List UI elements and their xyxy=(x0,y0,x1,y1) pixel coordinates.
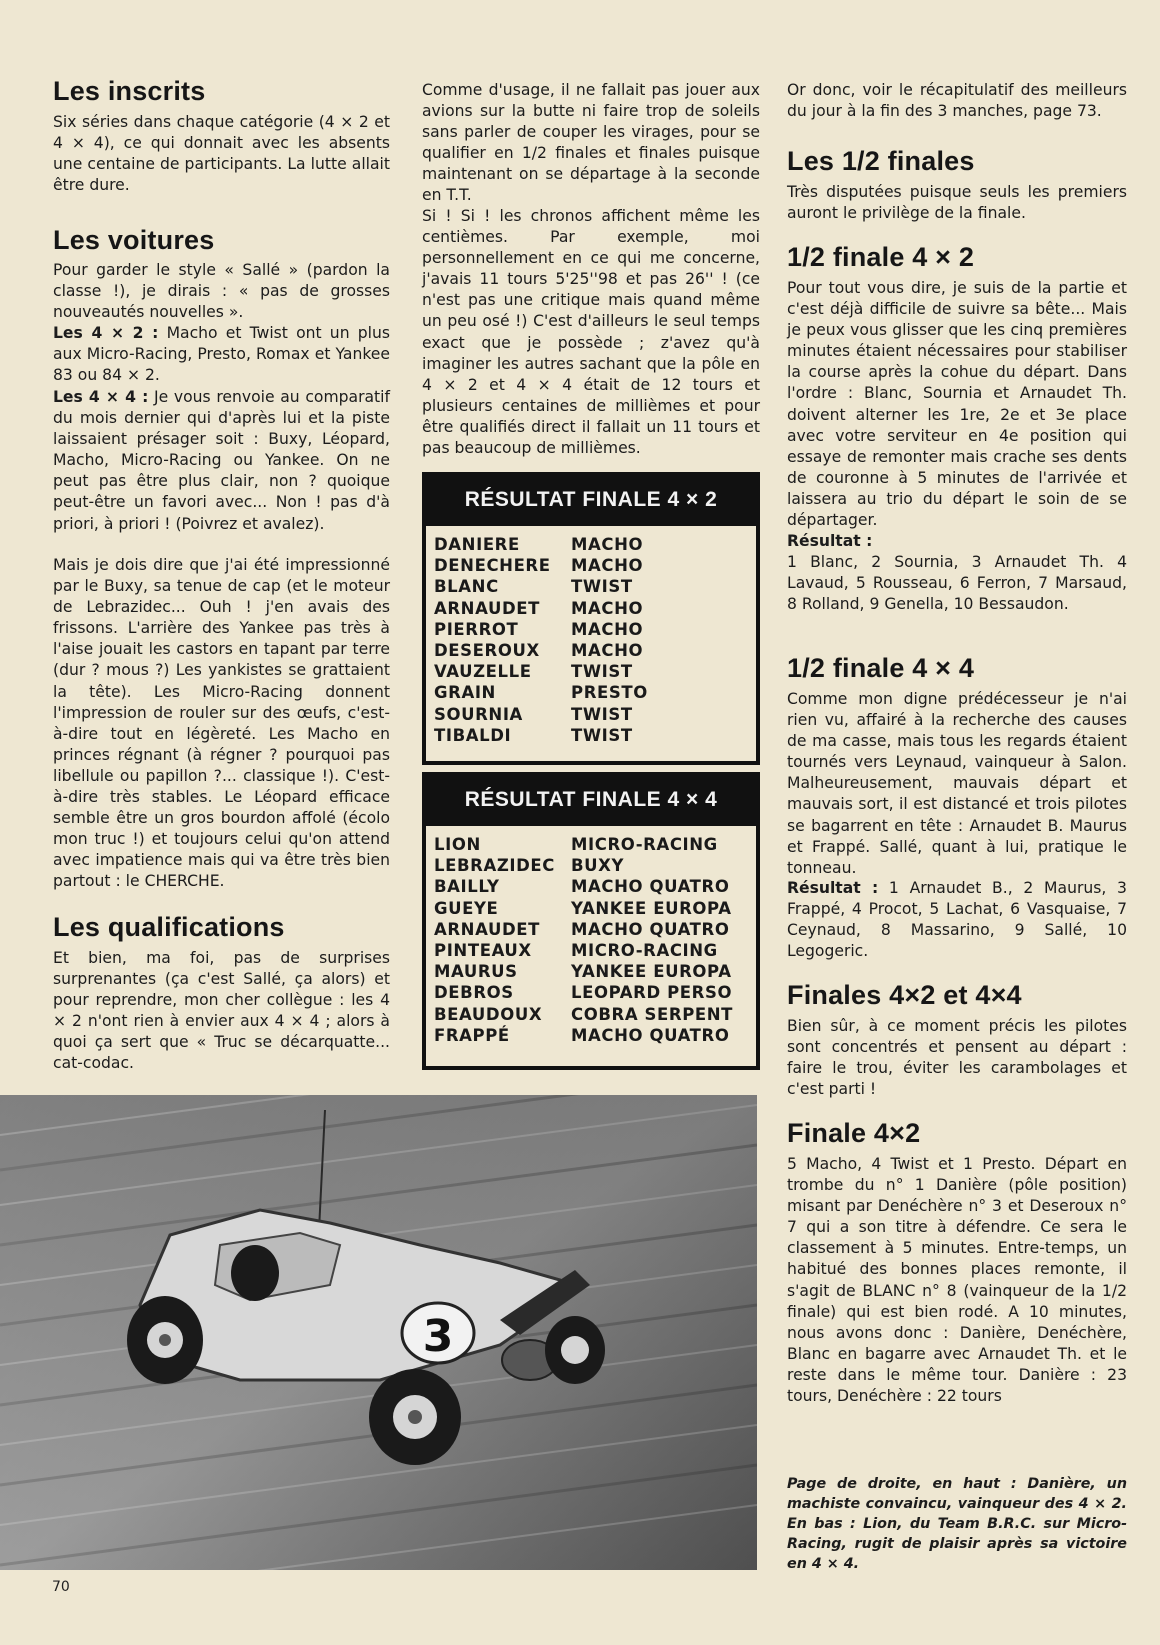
result-list-4x4 xyxy=(787,878,1127,962)
car-model: MACHO xyxy=(571,640,644,660)
result-box-title: RÉSULTAT FINALE 4 × 4 xyxy=(464,788,718,811)
result-row xyxy=(426,961,756,982)
driver-name: FRAPPÉ xyxy=(434,1025,510,1045)
paragraph-qualifications: Et bien, ma foi, pas de surprises surprenantes (ça c'est Sallé, ça alors) et pour reprendre, mon cher collègue : les 4 × 2 n'ont rien à envier aux 4 × 4 ; alors à quoi ça sert que « Truc se décarquatte... cat-codac. xyxy=(53,949,390,1073)
result-label: Résultat : xyxy=(787,532,873,550)
driver-name: LION xyxy=(434,835,481,854)
result-row xyxy=(426,555,756,576)
driver-name: SOURNIA xyxy=(434,704,523,724)
driver-name: BEAUDOUX xyxy=(434,1004,543,1024)
result-row xyxy=(426,1025,756,1046)
heading-demi-finales: Les 1/2 finales xyxy=(787,146,975,176)
result-row xyxy=(426,898,756,919)
result-box-title: RÉSULTAT FINALE 4 × 2 xyxy=(464,488,718,511)
paragraph-impressions: Mais je dois dire que j'ai été impressionné par le Buxy, sa tenue de cap (et le moteur de Lebrazidec... Ouh ! j'en avais des frissons. L'arrière des Yankee pas très à l'aise jouait les castors en tapant par terre (dur ? mous ?) Les yankistes se grattaient la tête). Les Micro-Racing donnent l'impression de rouler sur des œufs, c'est-à-dire tout en légèreté. Les Macho en princes régnant (à régner ? pourquoi pas libellule ou papillon ?... classique !). C'est-à-dire très stables. Le Léopard efficace semble être un gros bourdon affolé (écolo mon truc !) et toujours celui qu'on attend avec impatience mais qui va être très bien partout : le CHERCHE. xyxy=(53,556,390,891)
result-label-4x2 xyxy=(787,531,1127,552)
driver-name: ARNAUDET xyxy=(434,598,540,618)
result-box-finale-4x4 xyxy=(422,772,760,1070)
heading-demi-finale-4x4: 1/2 finale 4 × 4 xyxy=(787,653,975,683)
car-model: TWIST xyxy=(571,577,633,597)
paragraph-demi-finale-4x2: Pour tout vous dire, je suis de la partie et c'est déjà difficile de suivre sa bête... Mais je peux vous glisser que les cinq premières minutes étaient nécessaires pour stabiliser la course après la cohue du départ. Dans l'ordre : Blanc, Sournia et Arnaudet Th. doivent alterner les 1re, 2e et 3e place avec votre serviteur en 4e position qui essaye de remonter mais crache ses dents de couronne à 5 minutes de l'arrivée et laissera au trio du départ le soin de se départager. xyxy=(787,279,1127,530)
heading-les-voitures: Les voitures xyxy=(53,225,215,255)
result-table xyxy=(426,826,756,1066)
car-model: PRESTO xyxy=(571,683,648,703)
car-model: LEOPARD PERSO xyxy=(571,983,733,1003)
car-model: MACHO QUATRO xyxy=(571,1025,730,1045)
car-model: MICRO-RACING xyxy=(571,835,718,854)
heading-finales: Finales 4×2 et 4×4 xyxy=(787,980,1022,1010)
car-model: COBRA SERPENT xyxy=(571,1004,734,1024)
driver-name: BLANC xyxy=(434,577,499,597)
car-model: YANKEE EUROPA xyxy=(571,898,732,918)
result-row xyxy=(426,940,756,961)
result-table xyxy=(426,526,756,761)
driver-name: BAILLY xyxy=(434,877,500,897)
car-model: YANKEE EUROPA xyxy=(571,962,732,982)
result-row xyxy=(426,876,756,897)
heading-les-inscrits: Les inscrits xyxy=(53,76,206,106)
driver-name: VAUZELLE xyxy=(434,662,532,682)
car-model: BUXY xyxy=(571,856,625,876)
heading-les-qualifications: Les qualifications xyxy=(53,912,285,942)
result-row xyxy=(426,1004,756,1025)
text-4x2: Macho et Twist ont un plus aux Micro-Racing, Presto, Romax et Yankee 83 ou 84 × 2. xyxy=(53,324,390,385)
race-car-photo xyxy=(0,1095,757,1570)
page-number: 70 xyxy=(52,1579,70,1595)
driver-name: DANIERE xyxy=(434,535,520,554)
result-row xyxy=(426,919,756,940)
driver-name: DENECHERE xyxy=(434,556,551,576)
lead-4x2: Les 4 × 2 : xyxy=(53,324,159,342)
driver-name: ARNAUDET xyxy=(434,919,540,939)
car-model: MICRO-RACING xyxy=(571,940,718,960)
result-row xyxy=(426,598,756,619)
driver-name: GRAIN xyxy=(434,683,496,703)
paragraph-demi-finales: Très disputées puisque seuls les premiers auront le privilège de la finale. xyxy=(787,183,1127,223)
paragraph-demi-finale-4x4: Comme mon digne prédécesseur je n'ai rien vu, affairé à la recherche des causes de ma casse, mais tous les regards étaient tournés vers Leynaud, vainqueur à Salon. Malheureusement, mauvais départ et mauvais sort, il est distancé et trois pilotes se bagarrent en tête : Arnaudet B. Maurus et Frappé. Sallé, quant à lui, pratique le tonneau. xyxy=(787,690,1127,877)
paragraph-recap: Or donc, voir le récapitulatif des meilleurs du jour à la fin des 3 manches, page 73. xyxy=(787,81,1127,121)
heading-demi-finale-4x2: 1/2 finale 4 × 2 xyxy=(787,242,975,272)
result-list-4x2: 1 Blanc, 2 Sournia, 3 Arnaudet Th. 4 Lavaud, 5 Rousseau, 6 Ferron, 7 Marsaud, 8 Rolland, 9 Genella, 10 Bessaudon. xyxy=(787,553,1127,614)
photo-caption: Page de droite, en haut : Danière, un machiste convaincu, vainqueur des 4 × 2. En bas : Lion, du Team B.R.C. sur Micro-Racing, rugit de plaisir après sa victoire en 4 × 4. xyxy=(787,1476,1127,1572)
lead-4x4: Les 4 × 4 : xyxy=(53,388,149,406)
paragraph-voitures-4x4 xyxy=(53,387,390,535)
result-row xyxy=(426,619,756,640)
result-label: Résultat : xyxy=(787,879,879,897)
driver-name: LEBRAZIDEC xyxy=(434,856,556,876)
heading-finale-4x2: Finale 4×2 xyxy=(787,1118,921,1148)
result-row xyxy=(426,704,756,725)
result-row xyxy=(426,682,756,703)
result-row xyxy=(426,661,756,682)
paragraph-chronos: Si ! Si ! les chronos affichent même les centièmes. Par exemple, moi personnellement en ce qui me concerne, j'avais 11 tours 5'25''98 et pas 26'' ! (ce n'est pas une critique mais quand même un peu osé !) C'est d'ailleurs le seul temps exact que je possède ; z'avez qu'à imaginer les autres sachant que la pôle en 4 × 2 et 4 × 4 était de 12 tours et plusieurs centaines de millièmes et pour être qualifiés direct il fallait un 11 tours et pas beaucoup de millièmes. xyxy=(422,207,760,458)
result-row xyxy=(426,725,756,746)
paragraph-finale-4x2: 5 Macho, 4 Twist et 1 Presto. Départ en trombe du n° 1 Danière (pôle position) misant par Denéchère n° 3 et Deseroux n° 7 qui a son titre à défendre. Ce sera le classement à 5 minutes. Entre-temps, un habitué des bonnes places remonte, il s'agit de BLANC n° 8 (vainqueur de la 1/2 finale) qui est bien rodé. A 10 minutes, nous avons donc : Danière, Denéchère, Blanc en bagarre avec Arnaudet Th. et le reste dans le même tour. Danière : 23 tours, Denéchère : 22 tours xyxy=(787,1155,1127,1406)
result-row xyxy=(426,834,756,855)
driver-name: PIERROT xyxy=(434,619,519,639)
paragraph-voitures: Pour garder le style « Sallé » (pardon la classe !), je dirais : « pas de grosses nouveautés nouvelles ». xyxy=(53,261,390,322)
car-model: MACHO xyxy=(571,619,644,639)
car-number-text: 3 xyxy=(422,1311,454,1362)
car-model: MACHO xyxy=(571,535,644,554)
driver-name: TIBALDI xyxy=(434,725,512,745)
result-box-finale-4x2 xyxy=(422,472,760,765)
car-model: TWIST xyxy=(571,704,633,724)
result-row xyxy=(426,982,756,1003)
result-row xyxy=(426,534,756,555)
paragraph-inscrits: Six séries dans chaque catégorie (4 × 2 et 4 × 4), ce qui donnait avec les absents une centaine de participants. La lutte allait être dure. xyxy=(53,113,390,195)
car-model: TWIST xyxy=(571,662,633,682)
driver-name: GUEYE xyxy=(434,898,499,918)
driver-name: DESEROUX xyxy=(434,640,540,660)
car-model: MACHO QUATRO xyxy=(571,919,730,939)
driver-name: MAURUS xyxy=(434,962,518,982)
driver-name: DEBROS xyxy=(434,983,514,1003)
result-row xyxy=(426,855,756,876)
car-model: MACHO xyxy=(571,598,644,618)
paragraph-usage: Comme d'usage, il ne fallait pas jouer aux avions sur la butte ni faire trop de soleils sans parler de couper les virages, pour se qualifier en 1/2 finales et finales puisque maintenant on se départage à la seconde en T.T. xyxy=(422,81,760,205)
driver-name: PINTEAUX xyxy=(434,940,532,960)
car-model: MACHO xyxy=(571,556,644,576)
car-model: MACHO QUATRO xyxy=(571,877,730,897)
result-row xyxy=(426,640,756,661)
car-model: TWIST xyxy=(571,725,633,745)
paragraph-finales: Bien sûr, à ce moment précis les pilotes sont concentrés et pensent au départ : faire le trou, éviter les carambolages et c'est parti ! xyxy=(787,1017,1127,1099)
paragraph-voitures-4x2 xyxy=(53,323,390,386)
text-4x4: Je vous renvoie au comparatif du mois dernier qui d'après lui et la piste laissaient présager soit : Buxy, Léopard, Macho, Micro-Racing ou Yankee. On ne peut pas être plus clair, non ? quoique peut-être un favori avec... Non ! pas d'à priori, à priori ! (Poivrez et avalez). xyxy=(53,388,390,533)
result-row xyxy=(426,576,756,597)
result-text: 1 Arnaudet B., 2 Maurus, 3 Frappé, 4 Procot, 5 Lachat, 6 Vasquaise, 7 Ceynaud, 8 Massarino, 9 Sallé, 10 Legogeric. xyxy=(787,879,1127,961)
